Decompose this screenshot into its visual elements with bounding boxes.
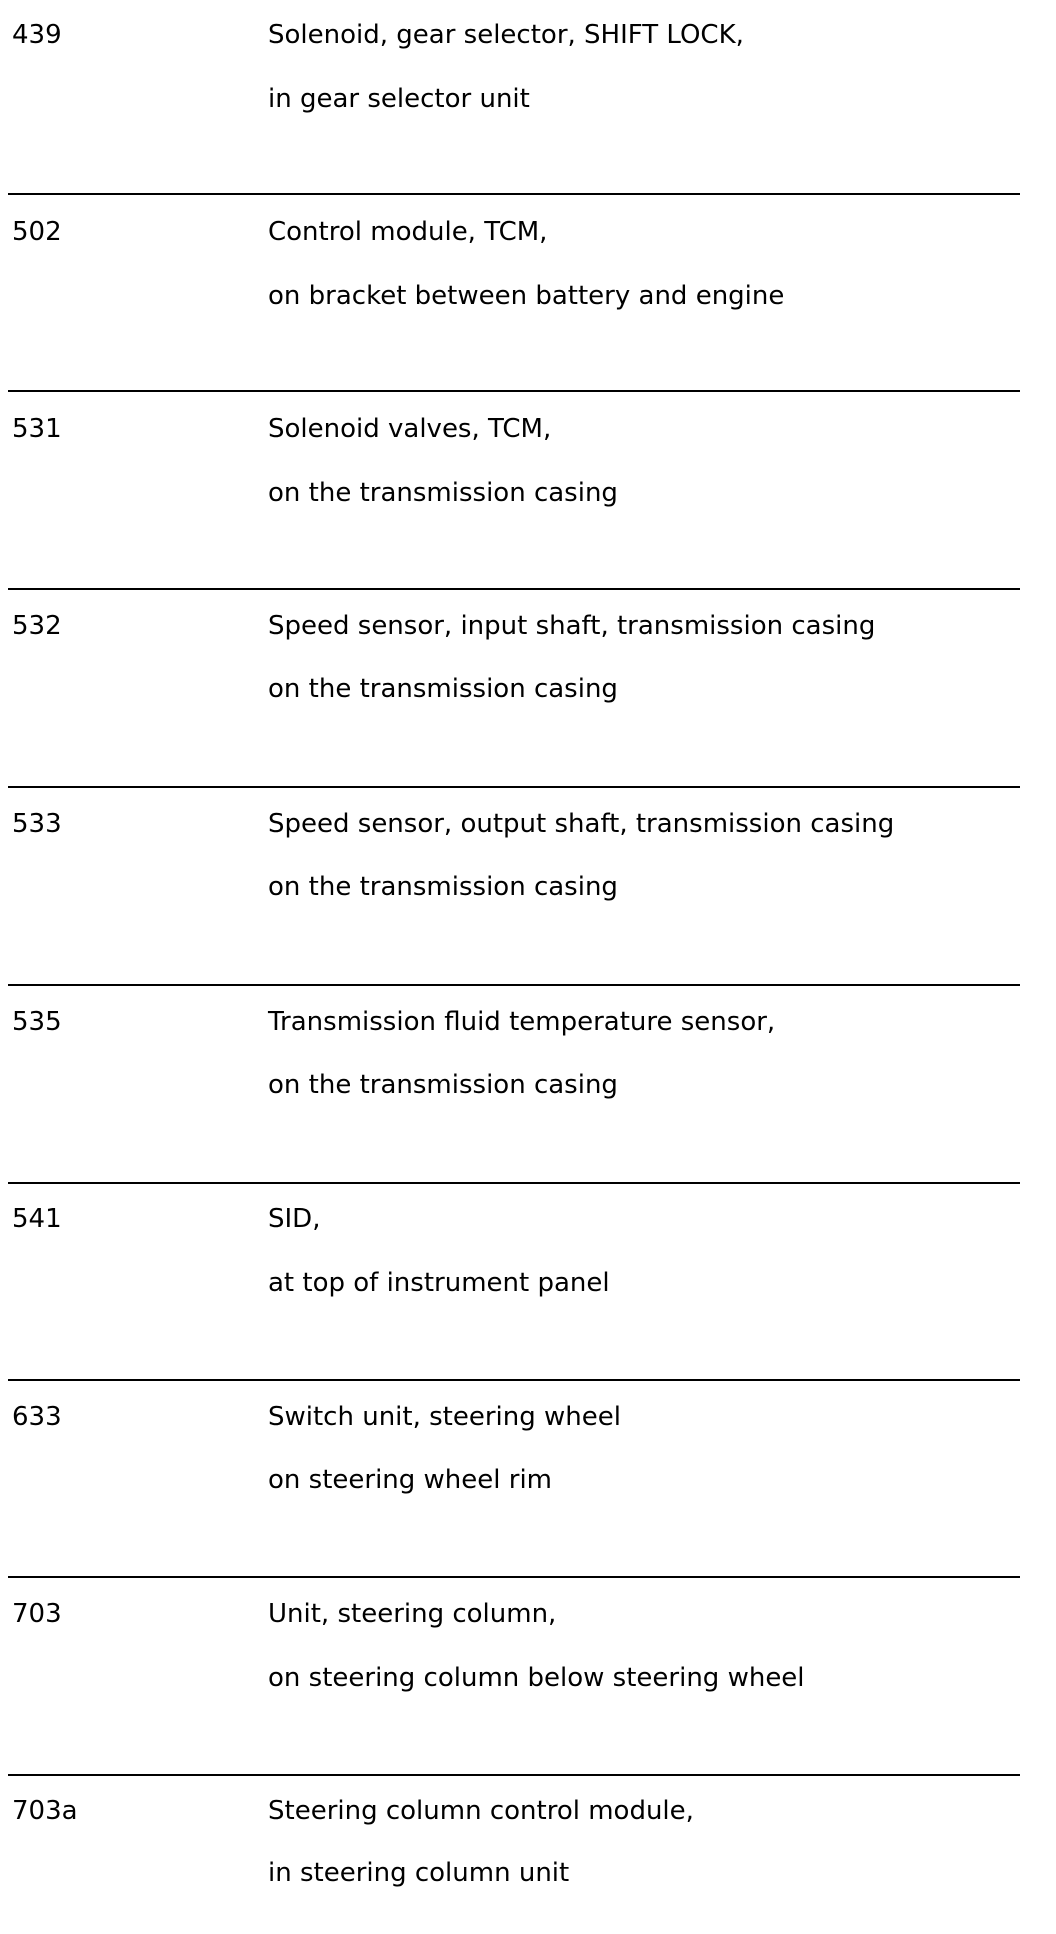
component-code: 703a xyxy=(12,1796,78,1826)
component-location: on steering wheel rim xyxy=(268,1465,553,1495)
component-location: on bracket between battery and engine xyxy=(268,281,785,311)
component-code: 541 xyxy=(12,1204,62,1234)
component-entry xyxy=(0,1379,1056,1539)
component-entry xyxy=(0,193,1056,353)
row-divider xyxy=(8,1182,1020,1184)
component-code: 531 xyxy=(12,414,62,444)
component-entry xyxy=(0,588,1056,748)
component-description: Speed sensor, input shaft, transmission casing xyxy=(268,611,876,641)
component-code: 703 xyxy=(12,1599,62,1629)
component-description: Steering column control module, xyxy=(268,1796,694,1826)
component-description: Solenoid valves, TCM, xyxy=(268,414,552,444)
row-divider xyxy=(8,786,1020,788)
component-description: Control module, TCM, xyxy=(268,217,548,247)
component-location: in steering column unit xyxy=(268,1858,570,1888)
component-location: at top of instrument panel xyxy=(268,1268,610,1298)
component-entry xyxy=(0,1182,1056,1342)
component-location: on the transmission casing xyxy=(268,478,618,508)
component-code: 535 xyxy=(12,1007,62,1037)
component-description: SID, xyxy=(268,1204,321,1234)
row-divider xyxy=(8,1774,1020,1776)
component-entry xyxy=(0,1774,1056,1934)
component-entry xyxy=(0,786,1056,946)
component-entry xyxy=(0,390,1056,550)
component-location: in gear selector unit xyxy=(268,84,530,114)
row-divider xyxy=(8,193,1020,195)
component-description: Solenoid, gear selector, SHIFT LOCK, xyxy=(268,20,744,50)
row-divider xyxy=(8,588,1020,590)
component-description: Speed sensor, output shaft, transmission casing xyxy=(268,809,895,839)
row-divider xyxy=(8,984,1020,986)
row-divider xyxy=(8,1379,1020,1381)
component-description: Switch unit, steering wheel xyxy=(268,1402,621,1432)
row-divider xyxy=(8,390,1020,392)
component-location: on the transmission casing xyxy=(268,674,618,704)
component-location: on the transmission casing xyxy=(268,1070,618,1100)
component-code: 439 xyxy=(12,20,62,50)
component-code: 532 xyxy=(12,611,62,641)
component-entry xyxy=(0,1576,1056,1736)
component-description: Unit, steering column, xyxy=(268,1599,557,1629)
component-code: 533 xyxy=(12,809,62,839)
component-location: on steering column below steering wheel xyxy=(268,1663,805,1693)
component-code: 633 xyxy=(12,1402,62,1432)
component-code: 502 xyxy=(12,217,62,247)
component-description: Transmission fluid temperature sensor, xyxy=(268,1007,776,1037)
component-entry xyxy=(0,0,1056,160)
component-location: on the transmission casing xyxy=(268,872,618,902)
row-divider xyxy=(8,1576,1020,1578)
component-entry xyxy=(0,984,1056,1144)
